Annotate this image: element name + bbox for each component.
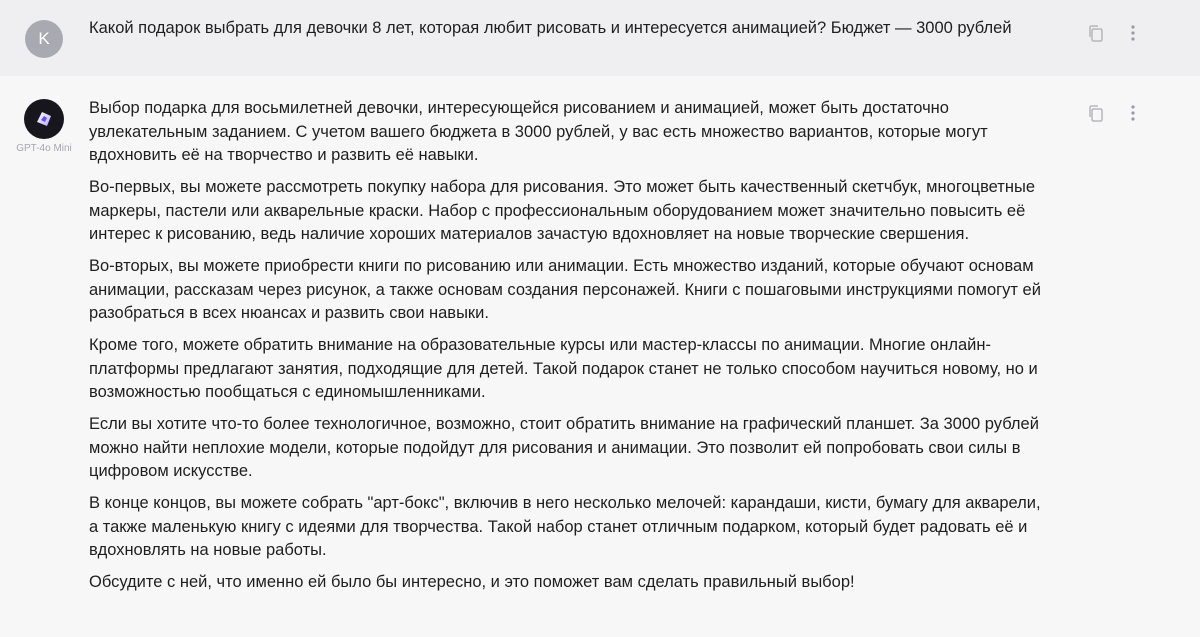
- user-message-actions: [1084, 22, 1144, 44]
- user-message: [0, 0, 1200, 76]
- assistant-paragraph: Во-вторых, вы можете приобрести книги по рисованию или анимации. Есть множество изданий, которые обучают основам анимации, рассказам через рисунок, а также основам создания персонажей. Книги с пошаговыми инструкциями помогут ей разобраться в всех нюансах и развить свои навыки.: [89, 257, 1041, 322]
- assistant-paragraph: Выбор подарка для восьмилетней девочки, интересующейся рисованием и анимацией, может быть достаточно увлекательным заданием. С учетом вашего бюджета в 3000 рублей, у вас есть множество вариантов, которые могут вдохновить её на творчество и развить её навыки.: [89, 99, 988, 164]
- copy-icon[interactable]: [1084, 102, 1106, 124]
- assistant-paragraph: Во-первых, вы можете рассмотреть покупку набора для рисования. Это может быть качественный скетчбук, многоцветные маркеры, пастели или акварельные краски. Набор с профессиональным оборудованием может значительно повысить её интерес к рисованию, ведь наличие хороших материалов зачастую вдохновляет на новые творческие свершения.: [89, 178, 1036, 243]
- assistant-message-actions: [1084, 102, 1144, 124]
- user-message-text: Какой подарок выбрать для девочки 8 лет, которая любит рисовать и интересуется анимацией? Бюджет — 3000 рублей: [89, 19, 1012, 37]
- more-vertical-icon[interactable]: [1122, 22, 1144, 44]
- assistant-paragraph: Если вы хотите что-то более технологичное, возможно, стоит обратить внимание на графический планшет. За 3000 рублей можно найти неплохие модели, которые подойдут для рисования и анимации. Это позволит ей попробовать свои силы в цифровом искусстве.: [89, 415, 1039, 480]
- bot-logo-icon: [32, 107, 56, 131]
- user-avatar: K: [25, 20, 63, 58]
- copy-icon[interactable]: [1084, 22, 1106, 44]
- more-vertical-icon[interactable]: [1122, 102, 1144, 124]
- assistant-message-text: [89, 97, 1054, 603]
- assistant-paragraph: В конце концов, вы можете собрать "арт-бокс", включив в него несколько мелочей: карандаши, кисти, бумагу для акварели, а также маленькую книгу с идеями для творчества. Такой набор станет отличным подарком, который будет радовать её и вдохновлять на новые работы.: [89, 494, 1041, 559]
- model-label: GPT-4o Mini: [16, 143, 72, 154]
- assistant-avatar: [24, 99, 64, 139]
- assistant-paragraph: Обсудите с ней, что именно ей было бы интересно, и это поможет вам сделать правильный выбор!: [89, 573, 855, 591]
- assistant-paragraph: Кроме того, можете обратить внимание на образовательные курсы или мастер-классы по анимации. Многие онлайн-платформы предлагают занятия, подходящие для детей. Такой подарок станет не только способом научиться новому, но и возможностью пообщаться с единомышленниками.: [89, 336, 1038, 401]
